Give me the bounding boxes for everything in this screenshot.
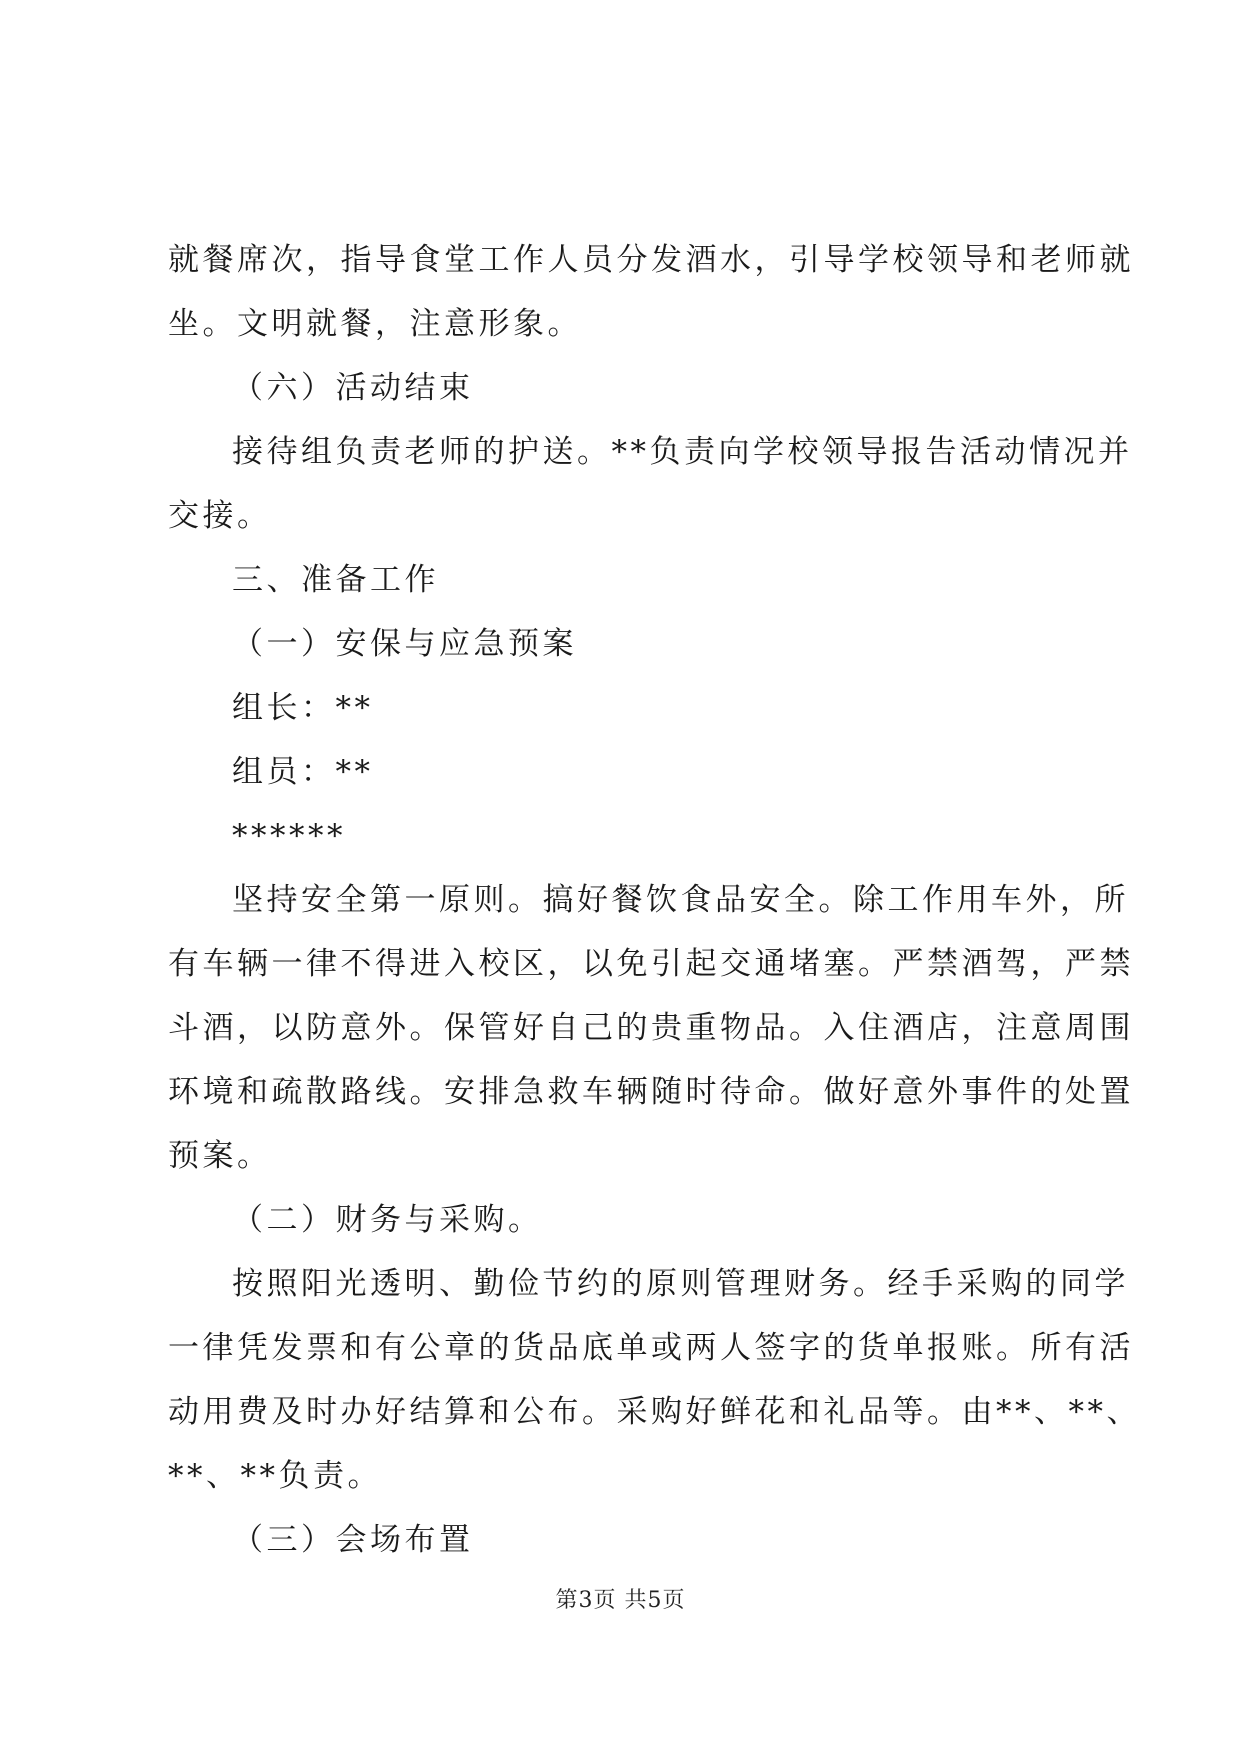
paragraph-line: 接待组负责老师的护送。**负责向学校领导报告活动情况并	[232, 434, 1133, 470]
paragraph-line: 斗酒，以防意外。保管好自己的贵重物品。入住酒店，注意周围	[168, 1010, 1134, 1046]
section-heading: （一）安保与应急预案	[232, 626, 577, 662]
paragraph-line: 组长：**	[232, 690, 374, 726]
paragraph-line: 坐。文明就餐，注意形象。	[168, 306, 582, 342]
paragraph-line: 就餐席次，指导食堂工作人员分发酒水，引导学校领导和老师就	[168, 242, 1134, 278]
paragraph-line: 一律凭发票和有公章的货品底单或两人签字的货单报账。所有活	[168, 1330, 1134, 1366]
paragraph-line: 动用费及时办好结算和公布。采购好鲜花和礼品等。由**、**、	[168, 1394, 1141, 1430]
section-heading: 三、准备工作	[232, 562, 439, 598]
section-heading: （六）活动结束	[232, 370, 474, 406]
paragraph-line: 交接。	[168, 498, 272, 534]
paragraph-line: 预案。	[168, 1138, 272, 1174]
paragraph-line: 按照阳光透明、勤俭节约的原则管理财务。经手采购的同学	[232, 1266, 1129, 1302]
paragraph-line: ******	[232, 818, 346, 854]
paragraph-line: **、**负责。	[168, 1458, 382, 1494]
paragraph-line: 环境和疏散路线。安排急救车辆随时待命。做好意外事件的处置	[168, 1074, 1134, 1110]
paragraph-line: 坚持安全第一原则。搞好餐饮食品安全。除工作用车外，所	[232, 882, 1129, 918]
page-number-footer: 第3页 共5页	[555, 1588, 686, 1613]
paragraph-line: 组员：**	[232, 754, 374, 790]
section-heading: （三）会场布置	[232, 1522, 474, 1558]
document-body	[168, 228, 1141, 1572]
paragraph-line: 有车辆一律不得进入校区，以免引起交通堵塞。严禁酒驾，严禁	[168, 946, 1134, 982]
section-heading: （二）财务与采购。	[232, 1202, 543, 1238]
